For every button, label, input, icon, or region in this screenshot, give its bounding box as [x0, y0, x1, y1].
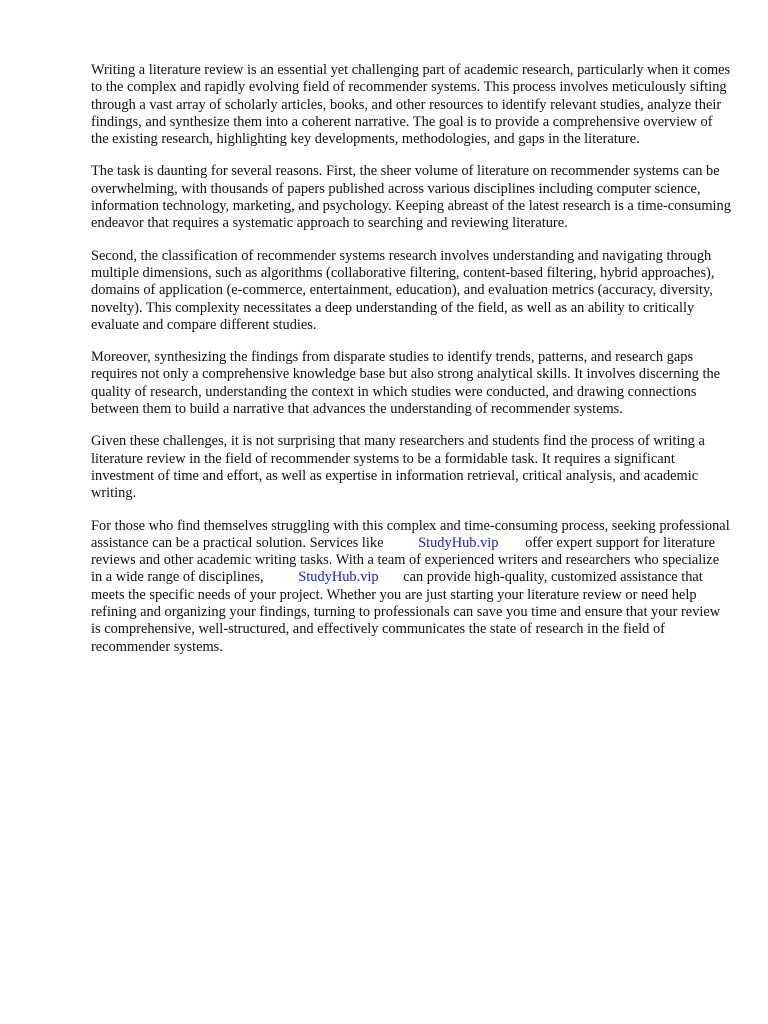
paragraph-challenges: Given these challenges, it is not surprising that many researchers and students find the process of writing a literature review in the field of recommender systems to be a formidable task. It requires a significant investment of time and effort, as well as expertise in information retrieval, critical analysis, and academic writing.	[91, 433, 705, 502]
studyhub-link-second[interactable]: StudyHub.vip	[298, 569, 379, 586]
assistance-text-part1: For those who find themselves struggling with this complex and time-consuming process, seeking professional assistance can be a practical solution. Services like	[91, 517, 730, 551]
paragraph-intro: Writing a literature review is an essential yet challenging part of academic research, particularly when it comes to the complex and rapidly evolving field of recommender systems. This process involves meticulously sifting through a vast array of scholarly articles, books, and other resources to identify relevant studies, analyze their findings, and synthesize them into a coherent narrative. The goal is to provide a comprehensive overview of the existing research, highlighting key developments, methodologies, and gaps in the literature.	[91, 62, 731, 148]
assistance-text-part3: can provide high-quality, customized assistance that meets the specific needs of your project. Whether you are just starting your literature review or need help refining and organizing your findings, turning to professionals can save you time and ensure that your review is comprehensive, well-structured, and effectively communicates the state of research in the field of recommender systems.	[91, 569, 721, 655]
paragraph-classification: Second, the classification of recommender systems research involves understanding and navigating through multiple dimensions, such as algorithms (collaborative filtering, content-based filtering, hybrid approaches), domains of application (e-commerce, entertainment, education), and evaluation metrics (accuracy, diversity, novelty). This complexity necessitates a deep understanding of the field, as well as an ability to critically evaluate and compare different studies.	[91, 247, 715, 333]
paragraph-synthesizing: Moreover, synthesizing the findings from disparate studies to identify trends, patterns, and research gaps requires not only a comprehensive knowledge base but also strong analytical skills. It involves discerning the quality of research, understanding the context in which studies were conducted, and drawing connections between them to build a narrative that advances the understanding of recommender systems.	[91, 349, 721, 418]
document-body	[91, 62, 731, 671]
paragraph-daunting-task: The task is daunting for several reasons. First, the sheer volume of literature on recommender systems can be overwhelming, with thousands of papers published across various disciplines including computer science, information technology, marketing, and psychology. Keeping abreast of the latest research is a time-consuming endeavor that requires a systematic approach to searching and reviewing literature.	[91, 163, 731, 232]
assistance-text-part2: offer expert support for literature reviews and other academic writing tasks. With a team of experienced writers and researchers who specialize in a wide range of disciplines,	[91, 534, 720, 586]
paragraph-professional-assistance	[91, 518, 731, 656]
studyhub-link[interactable]: StudyHub.vip	[418, 534, 499, 551]
